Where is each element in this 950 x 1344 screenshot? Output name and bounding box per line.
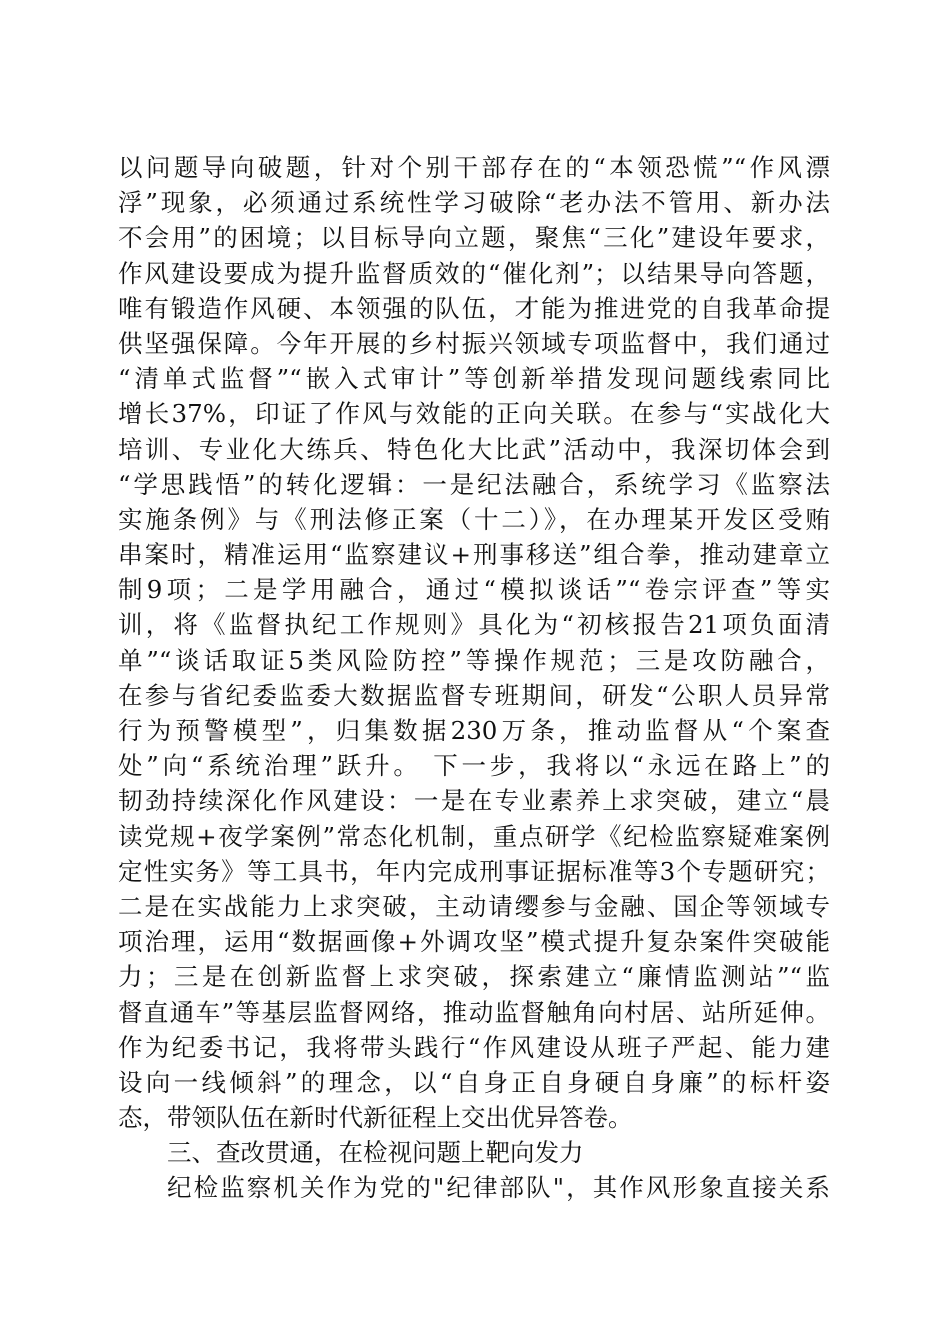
text-line-16: 在参与省纪委监委大数据监督专班期间，研发“公职人员异常: [118, 680, 830, 710]
body-text: [118, 150, 830, 1206]
text-line-26: 作为纪委书记，我将带头践行“作风建设从班子严起、能力建: [118, 1032, 830, 1062]
text-line-18: 处”向“系统治理”跃升。 下一步，我将以“永远在路上”的: [118, 751, 830, 781]
text-line-8: 增长37%，印证了作风与效能的正向关联。在参与“实战化大: [118, 399, 830, 429]
text-line-17: 行为预警模型”，归集数据230万条，推动监督从“个案查: [118, 716, 830, 745]
text-line-19: 韧劲持续深化作风建设：一是在专业素养上求突破，建立“晨: [118, 786, 830, 816]
text-line-22: 二是在实战能力上求突破，主动请缨参与金融、国企等领域专: [118, 891, 830, 921]
text-line-25: 督直通车”等基层监督网络，推动监督触角向村居、站所延伸。: [118, 997, 830, 1027]
text-line-9: 培训、专业化大练兵、特色化大比武”活动中，我深切体会到: [118, 434, 830, 464]
text-line-11: 实施条例》与《刑法修正案（十二）》，在办理某开发区受贿: [118, 504, 830, 534]
next-paragraph-line: 纪检监察机关作为党的"纪律部队"，其作风形象直接关系: [167, 1173, 830, 1203]
text-line-13: 制9项；二是学用融合，通过“模拟谈话”“卷宗评查”等实: [118, 575, 830, 605]
text-line-4: 作风建设要成为提升监督质效的“催化剂”；以结果导向答题，: [118, 258, 830, 288]
text-line-10: “学思践悟”的转化逻辑：一是纪法融合，系统学习《监察法: [118, 469, 830, 499]
text-line-12: 串案时，精准运用“监察建议+刑事移送”组合拳，推动建章立: [118, 540, 830, 570]
text-line-21: 定性实务》等工具书，年内完成刑事证据标准等3个专题研究；: [118, 856, 830, 886]
text-line-20: 读党规+夜学案例”常态化机制，重点研学《纪检监察疑难案例: [118, 821, 830, 851]
section-heading: 三、查改贯通，在检视问题上靶向发力: [167, 1138, 584, 1168]
text-line-5: 唯有锻造作风硬、本领强的队伍，才能为推进党的自我革命提: [118, 293, 830, 323]
text-line-6: 供坚强保障。今年开展的乡村振兴领域专项监督中，我们通过: [118, 328, 830, 358]
text-line-14: 训，将《监督执纪工作规则》具化为“初核报告21项负面清: [118, 610, 830, 640]
text-line-27: 设向一线倾斜”的理念，以“自身正自身硬自身廉”的标杆姿: [118, 1067, 830, 1097]
text-line-15: 单”“谈话取证5类风险防控”等操作规范；三是攻防融合，: [118, 645, 830, 675]
text-line-7: “清单式监督”“嵌入式审计”等创新举措发现问题线索同比: [118, 364, 830, 394]
text-line-3: 不会用”的困境；以目标导向立题，聚焦“三化”建设年要求，: [118, 223, 830, 253]
text-line-1: 以问题导向破题，针对个别干部存在的“本领恐慌”“作风漂: [118, 153, 830, 182]
text-line-2: 浮”现象，必须通过系统性学习破除“老办法不管用、新办法: [118, 188, 830, 218]
text-line-28: 态，带领队伍在新时代新征程上交出优异答卷。: [118, 1103, 633, 1133]
text-line-24: 力；三是在创新监督上求突破，探索建立“廉情监测站”“监: [118, 962, 830, 992]
text-line-23: 项治理，运用“数据画像+外调攻坚”模式提升复杂案件突破能: [118, 927, 830, 957]
